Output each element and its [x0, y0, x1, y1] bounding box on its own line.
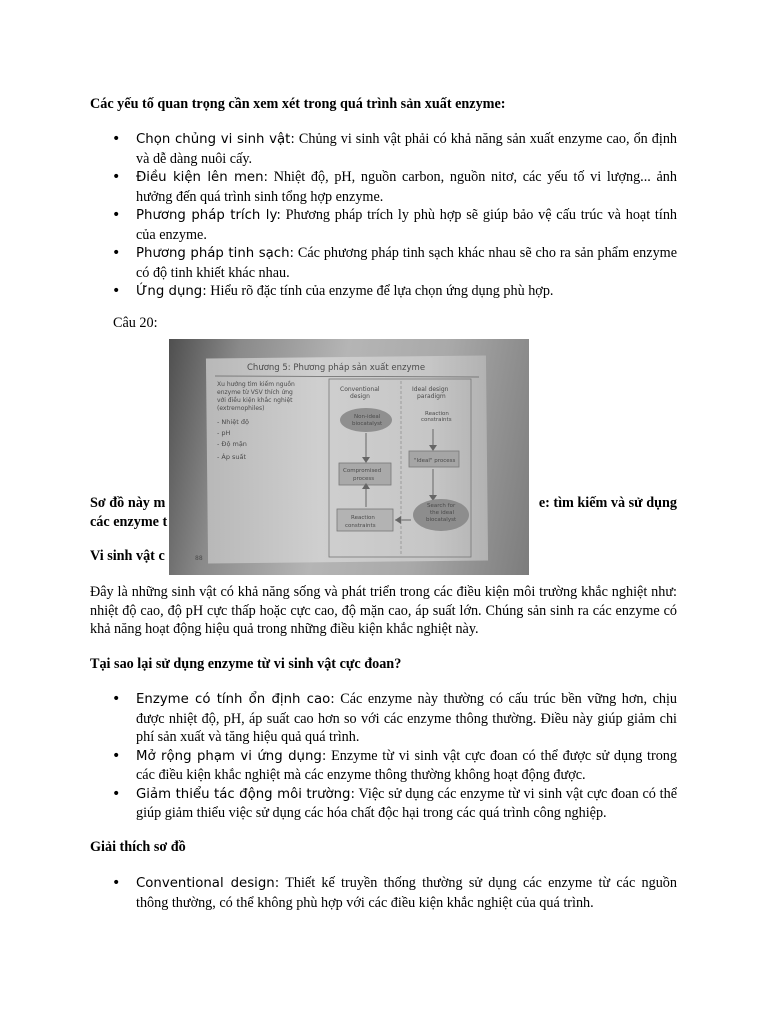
photo-page-number: 88 — [195, 555, 203, 562]
list-item — [112, 874, 677, 912]
why-heading: Tại sao lại sử dụng enzyme từ vi sinh vật cực đoan? — [90, 656, 402, 672]
photo-ideal-head: paradigm — [417, 393, 446, 400]
list-item-term: Mở rộng phạm vi ứng dụng: — [136, 748, 327, 764]
photo-ideal-head: Ideal design — [412, 386, 449, 393]
hidden-line-1-right: e: tìm kiếm và sử dụng — [538, 495, 677, 511]
photo-reaction-bottom: Reaction — [351, 515, 375, 521]
extremophile-paragraph: Đây là những sinh vật có khả năng sống và phát triển trong các điều kiện môi trường khắc nghiệt như: nhiệt độ cao, độ pH cực thấp hoặc cực cao, độ mặn cao, áp suất lớn. Chúng sản sinh ra các enzyme có khả năng hoạt động hiệu quả trong những điều kiện khắc nghiệt này. — [90, 584, 677, 637]
list-item-text: Thiết kế truyền thống thường sử dụng các enzyme từ các nguồn thông thường, có thể không phù hợp với các điều kiện khắc nghiệt của quá trình. — [136, 875, 677, 911]
hidden-heading-left: Vi sinh vật c — [90, 548, 165, 564]
factor-list — [112, 130, 677, 302]
list-item-text: Hiểu rõ đặc tính của enzyme để lựa chọn ứng dụng phù hợp. — [206, 283, 554, 299]
photo-compromised: process — [353, 476, 375, 482]
intro-heading: Các yếu tố quan trọng cần xem xét trong quá trình sản xuất enzyme: — [90, 96, 506, 112]
list-item-text: Chủng vi sinh vật phải có khả năng sản xuất enzyme cao, ổn định và dễ dàng nuôi cấy. — [136, 131, 678, 167]
bullet-icon: • — [112, 283, 121, 299]
list-item — [112, 785, 677, 823]
list-item-text: Nhiệt độ, pH, nguồn carbon, nguồn nitơ, các yếu tố vi lượng... ảnh hưởng đến quá trình sinh tổng hợp enzyme. — [136, 169, 677, 205]
list-item — [112, 244, 677, 282]
bullet-icon: • — [112, 245, 121, 261]
list-item — [112, 747, 677, 785]
photo-conv-head: design — [350, 393, 370, 400]
slide-photo — [169, 339, 529, 575]
explanation-list — [112, 874, 677, 912]
photo-list-item: - Áp suất — [217, 453, 247, 461]
bullet-icon: • — [112, 207, 121, 223]
photo-compromised: Compromised — [343, 468, 382, 474]
photo-search: Search for — [427, 503, 456, 509]
list-item-term: Conventional design: — [136, 876, 280, 891]
photo-left-line: với điều kiện khắc nghiệt — [217, 397, 293, 404]
list-item — [112, 282, 677, 302]
list-item-term: Chọn chủng vi sinh vật: — [136, 132, 295, 147]
bullet-icon: • — [112, 131, 121, 147]
list-item-text: Enzyme từ vi sinh vật cực đoan có thể được sử dụng trong các điều kiện khắc nghiệt mà các enzyme thông thường không hoạt động được. — [136, 747, 677, 783]
photo-nonideal: biocatalyst — [352, 421, 383, 427]
photo-left-line: Xu hướng tìm kiếm nguồn — [217, 381, 295, 388]
hidden-line-1-left: Sơ đồ này m — [90, 495, 166, 511]
photo-list-item: - Nhiệt độ — [217, 418, 249, 426]
bullet-icon: • — [112, 785, 121, 802]
photo-list-item: - pH — [217, 429, 231, 437]
photo-reaction-top: constraints — [421, 417, 452, 423]
photo-reaction-bottom: constraints — [345, 523, 376, 529]
question-label: Câu 20: — [113, 315, 158, 331]
list-item — [112, 168, 677, 206]
list-item — [112, 206, 677, 244]
photo-nonideal: Non-ideal — [354, 414, 381, 420]
photo-title: Chương 5: Phương pháp sản xuất enzyme — [247, 363, 426, 373]
list-item — [112, 690, 677, 747]
photo-reaction-top: Reaction — [425, 411, 449, 417]
list-item-text: Các enzyme này thường có cấu trúc bền vững hơn, chịu được nhiệt độ, pH, áp suất cao hơn so với các enzyme thông thường. Điều này giúp giảm chi phí sản xuất và tăng hiệu quả quá trình. — [136, 691, 678, 745]
list-item — [112, 130, 677, 168]
list-item-text: Các phương pháp tinh sạch khác nhau sẽ cho ra sản phẩm enzyme có độ tinh khiết khác nhau. — [136, 245, 677, 281]
list-item-term: Enzyme có tính ổn định cao: — [136, 692, 335, 707]
explain-heading: Giải thích sơ đồ — [90, 839, 186, 855]
bullet-icon: • — [112, 169, 121, 185]
photo-diagram — [169, 339, 529, 575]
list-item-term: Giảm thiểu tác động môi trường: — [136, 786, 355, 802]
photo-list-item: - Độ mặn — [217, 440, 247, 448]
bullet-icon: • — [112, 691, 121, 707]
photo-left-line: enzyme từ VSV thích ứng — [217, 389, 293, 396]
photo-left-line: (extremophiles) — [217, 405, 265, 412]
list-item-term: Phương pháp tinh sạch: — [136, 246, 295, 261]
photo-search: biocatalyst — [426, 517, 457, 523]
bullet-icon: • — [112, 875, 121, 891]
list-item-term: Ứng dụng: — [136, 284, 207, 299]
list-item-term: Điều kiện lên men: — [136, 170, 269, 185]
list-item-text: Phương pháp trích ly phù hợp sẽ giúp bảo vệ cấu trúc và hoạt tính của enzyme. — [136, 207, 678, 243]
list-item-text: Việc sử dụng các enzyme từ vi sinh vật cực đoan có thể giúp giảm thiểu việc sử dụng các hóa chất độc hại trong các quá trình công nghiệp. — [136, 785, 678, 821]
hidden-line-2-left: các enzyme t — [90, 514, 168, 530]
photo-search: the ideal — [430, 510, 455, 516]
bullet-icon: • — [112, 747, 121, 764]
list-item-term: Phương pháp trích ly: — [136, 208, 281, 223]
photo-ideal-process: "Ideal" process — [414, 458, 456, 464]
reason-list — [112, 690, 677, 823]
photo-conv-head: Conventional — [340, 386, 380, 393]
